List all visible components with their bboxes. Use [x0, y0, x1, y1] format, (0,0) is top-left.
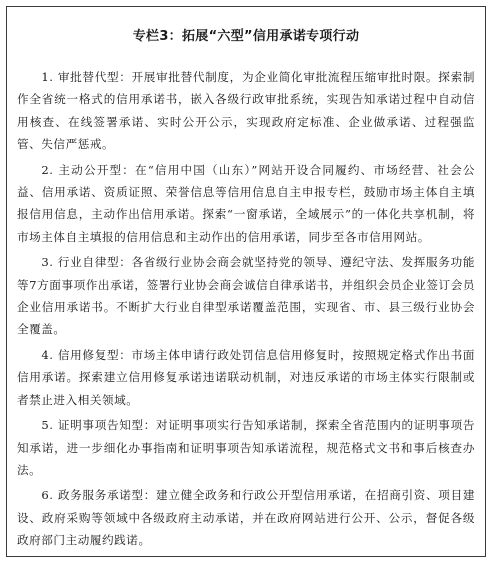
item-government-service-commitment: 6. 政务服务承诺型：建立健全政务和行政公开型信用承诺，在招商引资、项目建设、政府采购等领域中各级政府主动承诺，并在政府网站进行公开、公示，督促各级政府部门主动履约践诺。 [17, 488, 475, 548]
item-certification-notification: 5. 证明事项告知型：对证明事项实行告知承诺制，探索全省范围内的证明事项告知承诺，进一步细化办事指南和证明事项告知承诺流程，规范格式文书和事后核查办法。 [17, 418, 475, 477]
item-credit-repair: 4. 信用修复型：市场主体申请行政处罚信息信用修复时，按照规定格式作出书面信用承诺。探索建立信用修复承诺违诺联动机制，对违反承诺的市场主体实行限制或者禁止进入相关领域。 [17, 347, 475, 407]
column-box [6, 6, 486, 557]
item-active-disclosure: 2. 主动公开型：在“信用中国（山东）”网站开设合同履约、市场经营、社会公益、信用承诺、资质证照、荣誉信息等信用信息自主申报专栏，鼓励市场主体自主填报信用信息，主动作出信用承诺。探索“一窗承诺，全域展示”的一体化共享机制，将市场主体自主填报的信用信息和主动作出的信用承诺，同步至各市信用网站。 [17, 162, 475, 244]
item-approval-substitution: 1. 审批替代型：开展审批替代制度，为企业简化审批流程压缩审批时限。探索制作全省统一格式的信用承诺书，嵌入各级行政审批系统，实现告知承诺过程中自动信用核查、在线签署承诺、实时公开公示，实现政府定标准、企业做承诺、过程强监管、失信严惩戒。 [17, 70, 475, 152]
column-title: 专栏3：拓展“六型”信用承诺专项行动 [132, 29, 360, 44]
item-industry-self-discipline: 3. 行业自律型：各省级行业协会商会就坚持党的领导、遵纪守法、发挥服务功能等7方面事项作出承诺，签署行业协会商会诚信自律承诺书，并组织会员企业签订会员企业信用承诺书。不断扩大行业自律型承诺覆盖范围，实现省、市、县三级行业协会全覆盖。 [17, 255, 475, 337]
